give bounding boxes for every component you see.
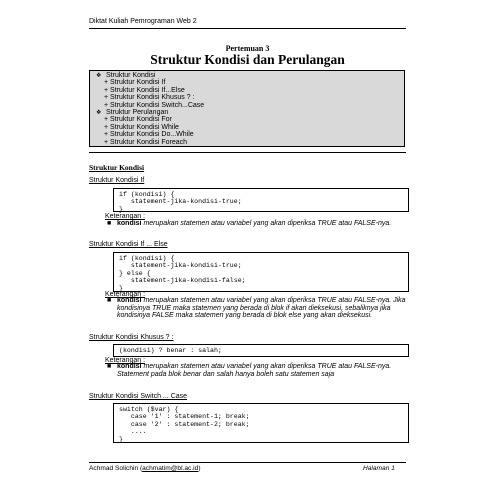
note-text: merupakan statemen atau variabel yang akan diperiksa TRUE atau FALSE-nya. [141, 220, 392, 227]
author-email-link[interactable]: achmatim@bl.ac.id [142, 465, 199, 472]
bullet-icon: ■ [107, 297, 112, 304]
toc-item-label: + Struktur Kondisi If...Else [104, 86, 185, 94]
keyword: kondisi [117, 297, 142, 304]
toc-item [96, 87, 398, 94]
section-title-kondisi: Struktur Kondisi [89, 163, 145, 172]
toc-item [96, 109, 398, 116]
toc-item-label: + Struktur Kondisi While [104, 123, 179, 131]
bullet-icon: ■ [107, 220, 112, 227]
toc-item [96, 131, 398, 138]
bullet-icon: ■ [107, 363, 112, 370]
toc-item [96, 116, 398, 123]
toc-item [96, 124, 398, 131]
code-block-khusus: (kondisi) ? benar : salah; [113, 344, 409, 357]
toc-item [96, 79, 398, 86]
footer-divider [89, 462, 406, 463]
page-number: Halaman 1 [363, 465, 395, 472]
note-ifelse [107, 297, 407, 320]
toc-item-label: Struktur Kondisi [106, 72, 156, 79]
toc-item-label: + Struktur Kondisi Switch...Case [104, 101, 205, 109]
meeting-label: Pertemuan 3 [225, 44, 270, 53]
keyword: kondisi [117, 220, 142, 227]
subsection-title-if: Struktur Kondisi If [89, 177, 145, 184]
note-if [107, 220, 407, 228]
toc-item [96, 94, 398, 101]
author-name: Achmad Solichin ( [89, 465, 143, 472]
author-paren: ) [198, 465, 201, 472]
diamond-bullet-icon: ❖ [96, 73, 102, 79]
keterangan-label: Keterangan : [105, 291, 146, 298]
keterangan-label: Keterangan : [105, 357, 146, 364]
section-divider [89, 152, 406, 153]
header-divider [89, 28, 406, 29]
table-of-contents [89, 70, 405, 147]
code-block-switch: switch ($var) { case '1' : statement-1; break; case '2' : statement-2; break; .... } [113, 403, 409, 443]
page-title: Struktur Kondisi dan Perulangan [150, 52, 345, 67]
footer-author [89, 465, 201, 472]
diamond-bullet-icon: ❖ [96, 109, 102, 116]
note-khusus [107, 363, 407, 378]
subsection-title-ifelse: Struktur Kondisi If ... Else [89, 241, 168, 248]
note-text: merupakan statemen atau variabel yang akan diperiksa TRUE atau FALSE-nya. Statement pada blok benar dan salah hanya boleh satu statemen saja [117, 363, 392, 378]
toc-item [96, 102, 398, 109]
subsection-title-switch: Struktur Kondisi Switch ... Case [89, 393, 188, 400]
note-text: merupakan statemen atau variabel yang akan diperiksa TRUE atau FALSE-nya. Jika kondisinya TRUE maka statemen yang berada di blok if akan dieksekusi, sebaliknya jika kondisinya FALSE maka statemen yang berada di blok else yang akan dieksekusi. [117, 297, 406, 320]
toc-item-label: + Struktur Kondisi Foreach [104, 138, 188, 146]
toc-item-label: + Struktur Kondisi If [104, 79, 166, 87]
code-block-ifelse: if (kondisi) { statement-jika-kondisi-true; } else { statement-jika-kondisi-false; } [113, 252, 409, 292]
toc-item [96, 139, 398, 146]
toc-item-label: + Struktur Kondisi For [104, 116, 172, 124]
toc-item-label: + Struktur Kondisi Khusus ? : [104, 94, 195, 102]
toc-item-label: Struktur Perulangan [106, 108, 169, 116]
keterangan-label: Keterangan : [105, 213, 146, 220]
toc-item [96, 72, 398, 79]
code-block-if: if (kondisi) { statement-jika-kondisi-true; } [113, 188, 409, 212]
subsection-title-khusus: Struktur Kondisi Khusus ? : [89, 334, 174, 341]
toc-list [96, 72, 398, 146]
keyword: kondisi [117, 363, 142, 370]
toc-item-label: + Struktur Kondisi Do...While [104, 131, 194, 139]
page-header: Diktat Kuliah Pemrograman Web 2 [89, 18, 197, 25]
